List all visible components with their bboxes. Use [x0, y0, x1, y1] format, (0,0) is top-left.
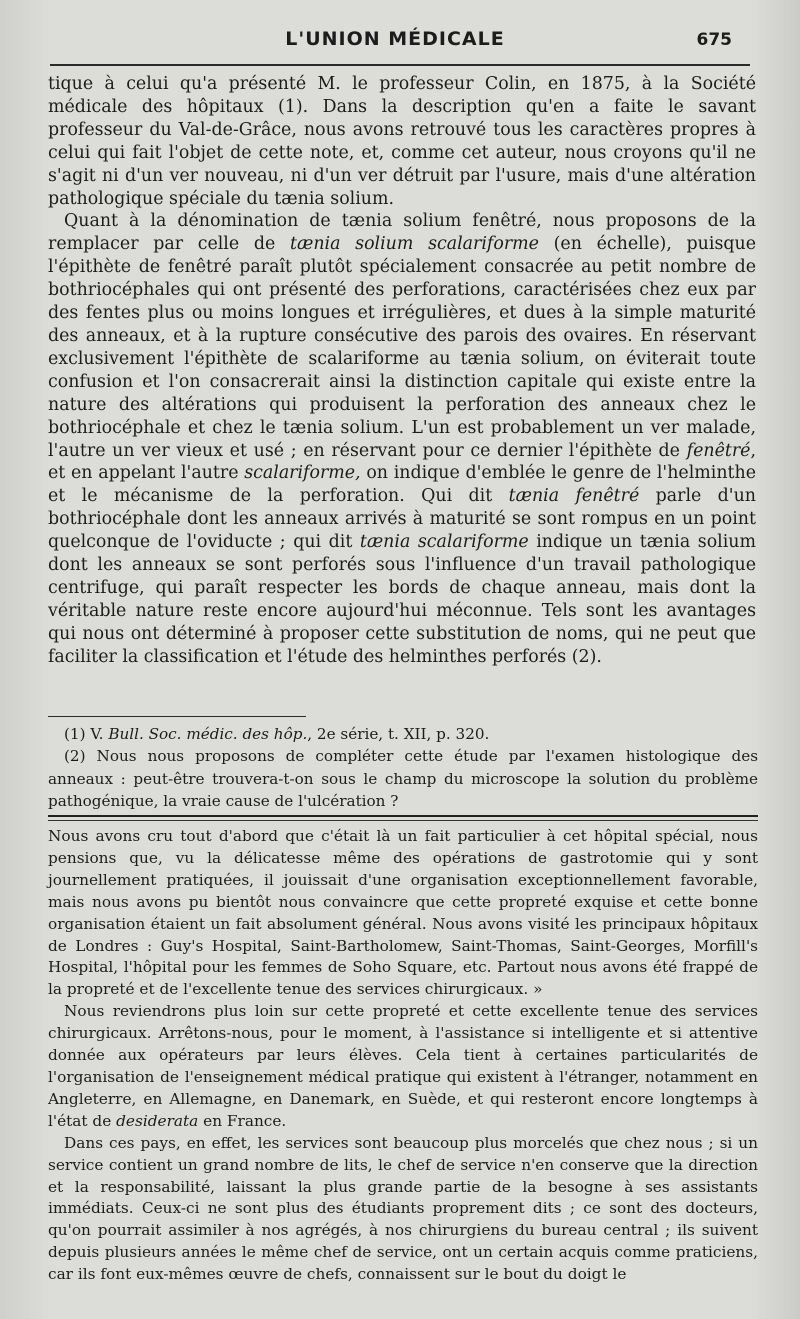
feuilleton-text	[48, 826, 758, 1286]
footnote-rule	[48, 716, 306, 717]
feuilleton-paragraph-2	[48, 1001, 758, 1132]
italic-term: fenêtré	[686, 440, 751, 461]
text-run: (1) V.	[64, 725, 109, 743]
paragraph-2	[48, 210, 756, 668]
text-run: en France.	[198, 1111, 287, 1130]
text-run: parle d'un bothriocéphale dont les anneaux arrivés à maturité se sont rompus en un point quelconque de l'oviducte ; qui dit	[48, 486, 756, 553]
feuilleton-paragraph-1: Nous avons cru tout d'abord que c'était là un fait particulier à cet hôpital spécial, nous pensions que, vu la délicatesse même des opérations de gastrotomie qui y sont journellement pratiquées, il jouissait d'une organisation exceptionnellement favorable, mais nous avons pu bientôt nous convaincre que cette propreté exquise et cette bonne organisation étaient un fait absolument général. Nous avons visité les principaux hôpitaux de Londres : Guy's Hospital, Saint-Bartholomew, Saint-Thomas, Saint-Georges, Morfill's Hospital, l'hôpital pour les femmes de Soho Square, etc. Partout nous avons été frappé de la propreté et de l'excellente tenue des services chirurgicaux. »	[48, 827, 758, 999]
italic-term: tænia scalariforme	[359, 532, 529, 553]
feuilleton-paragraph-3: Dans ces pays, en effet, les services sont beaucoup plus morcelés que chez nous ; si un service contient un grand nombre de lits, le chef de service n'en conserve que la direction et la responsabilité, laissant la plus grande partie de la besogne à ses assistants immédiats. Ceux-ci ne sont plus des étudiants proprement dits ; ce sont des docteurs, qu'on pourrait assimiler à nos agrégés, à nos chirurgiens du bureau central ; ils suivent depuis plusieurs années le même chef de service, ont un certain acquis comme praticiens, car ils font eux-mêmes œuvre de chefs, connaissent sur le bout du doigt le	[48, 1133, 758, 1284]
main-article-text	[48, 73, 756, 669]
text-run: Quant à la dénomination de tænia solium fenêtré, nous proposons de la remplacer par celle de	[48, 211, 756, 255]
text-run: , et en appelant l'autre	[48, 440, 756, 484]
text-run: , 2e série, t. XII, p. 320.	[307, 725, 490, 743]
section-separator	[48, 815, 758, 817]
text-run: Nous reviendrons plus loin sur cette propreté et cette excellente tenue des services chirurgicaux. Arrêtons-nous, pour le moment, à l'assistance si intelligente et si attentive donnée aux opérateurs par leurs élèves. Cela tient à certaines particularités de l'organisation de l'enseignement médical pratique qui existent à l'étranger, notamment en Angleterre, en Allemagne, en Danemark, en Suède, et qui resteront encore longtemps à l'état de	[48, 1002, 758, 1130]
section-separator-thin	[48, 820, 758, 821]
footnotes	[48, 723, 758, 813]
page-number: 675	[696, 30, 732, 50]
italic-term: scalariforme,	[244, 463, 361, 484]
page-header	[50, 28, 740, 58]
italic-term: tænia solium scalariforme	[290, 234, 539, 255]
italic-citation: Bull. Soc. médic. des hôp.	[108, 725, 308, 743]
italic-term: tænia fenêtré	[508, 486, 640, 507]
footnote-1	[48, 723, 758, 745]
header-rule	[50, 64, 750, 66]
text-run: on indique d'emblée le genre de l'helminthe et le mécanisme de la perforation. Qui dit	[48, 463, 757, 507]
footnote-2: (2) Nous nous proposons de compléter cette étude par l'examen histologique des anneaux : peut-être trouvera-t-on sous le champ du microscope la solution du problème pathogénique, la vraie cause de l'ulcération ?	[48, 747, 758, 811]
running-title: L'UNION MÉDICALE	[285, 28, 505, 50]
text-run: indique un tænia solium dont les anneaux se sont perforés sous l'influence d'un travail pathologique centrifuge, qui paraît respecter les bords de chaque anneau, mais dont la véritable nature reste encore aujourd'hui méconnue. Tels sont les avantages qui nous ont déterminé à proposer cette substitution de noms, qui ne peut que faciliter la classification et l'étude des helminthes perforés (2).	[48, 532, 756, 667]
text-run: (en échelle), puisque l'épithète de fenêtré paraît plutôt spécialement consacrée au petit nombre de bothriocéphales qui ont présenté des perforations, caractérisées chez eux par des fentes plus ou moins longues et irrégulières, et dues à la simple maturité des anneaux, et à la rupture consécutive des parois des ovaires. En réservant exclusivement l'épithète de scalariforme au tænia solium, on éviterait toute confusion et l'on consacrerait ainsi la distinction capitale qui existe entre la nature des altérations qui produisent la perforation des anneaux chez le bothriocéphale et chez le tænia solium. L'un est probablement un ver malade, l'autre un ver vieux et usé ; en réservant pour ce dernier l'épithète de	[48, 234, 756, 461]
italic-term: desiderata	[116, 1111, 199, 1130]
paragraph-1: tique à celui qu'a présenté M. le professeur Colin, en 1875, à la Société médicale des hôpitaux (1). Dans la description qu'en a faite le savant professeur du Val-de-Grâce, nous avons retrouvé tous les caractères propres à celui qui fait l'objet de cette note, et, comme cet auteur, nous croyons qu'il ne s'agit ni d'un ver nouveau, ni d'un ver détruit par l'usure, mais d'une altération pathologique spéciale du tænia solium.	[48, 74, 756, 209]
